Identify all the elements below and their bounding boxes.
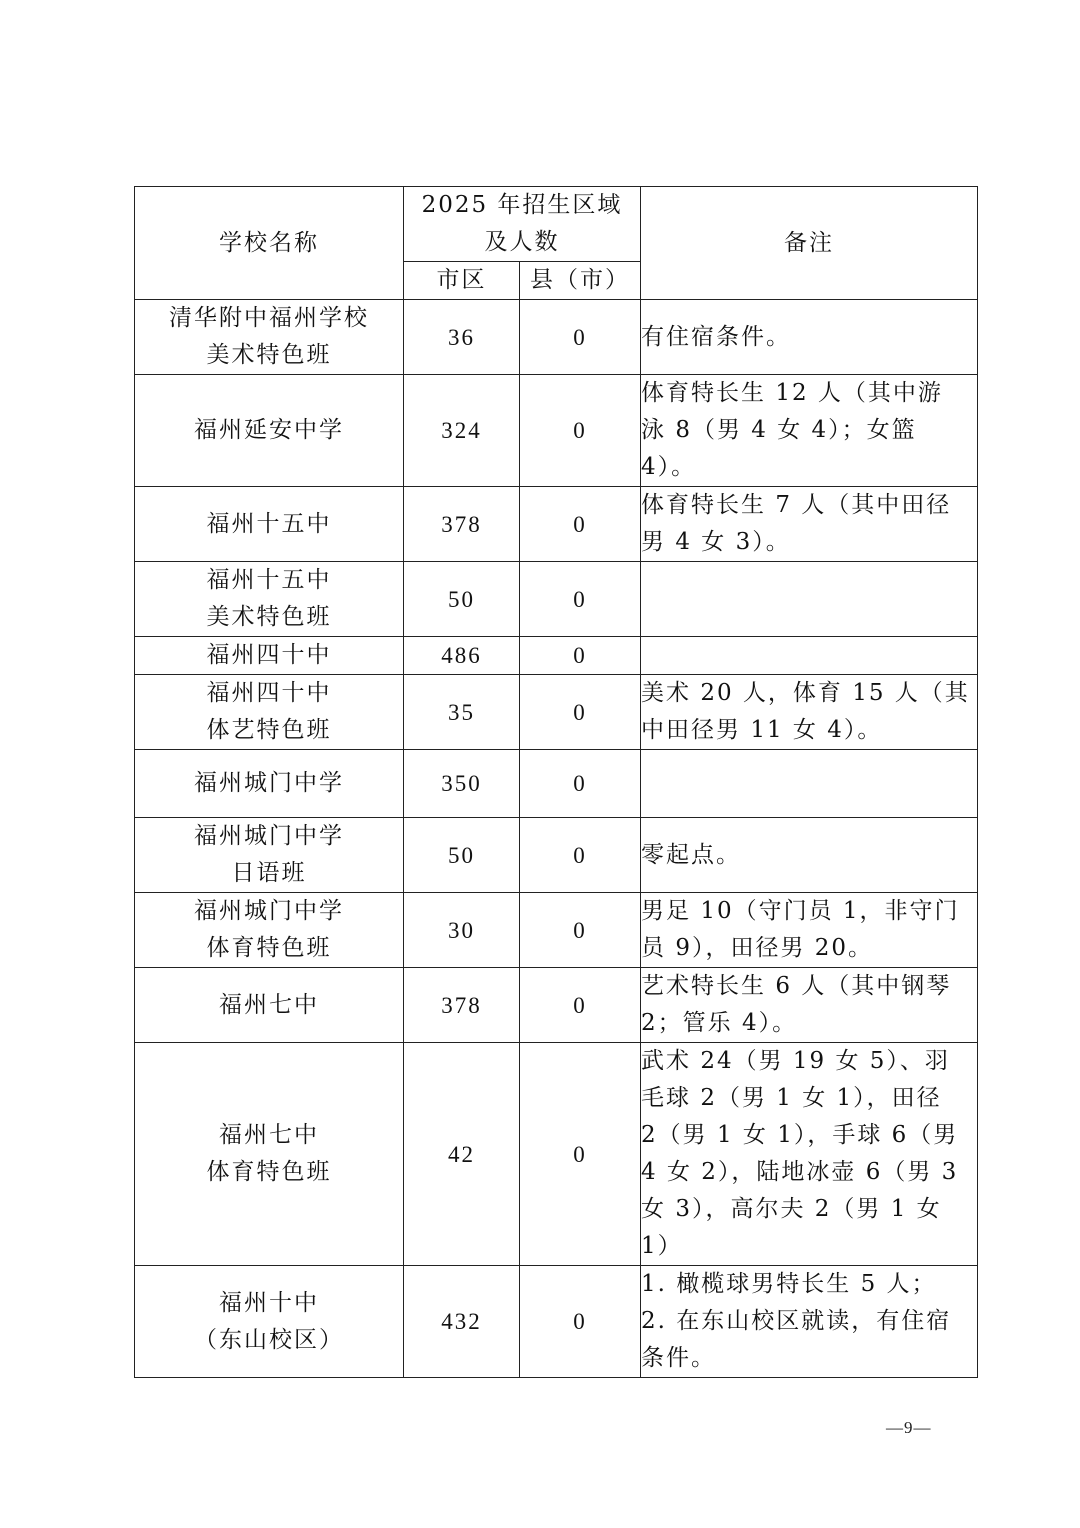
school-name-cell: [135, 818, 404, 893]
header-school-name: 学校名称: [135, 187, 404, 300]
school-name-cell: [135, 300, 404, 375]
table-row: [135, 300, 978, 375]
table-row: [135, 1043, 978, 1266]
urban-count-cell: 486: [404, 637, 520, 675]
school-name-line: 福州十中: [219, 1289, 319, 1316]
school-name-cell: [135, 1266, 404, 1378]
remark-line: 艺术特长生 6 人（其中钢琴: [641, 973, 952, 999]
school-name-line: 体育特色班: [206, 1159, 332, 1185]
school-name-cell: [135, 675, 404, 750]
school-name-cell: [135, 562, 404, 637]
remark-cell: [641, 968, 978, 1043]
table-row: [135, 675, 978, 750]
remark-line: 1. 橄榄球男特长生 5 人；: [641, 1271, 937, 1297]
page-number: —9—: [886, 1418, 932, 1437]
school-name-cell: [135, 893, 404, 968]
remark-line: 中田径男 11 女 4）。: [641, 717, 883, 743]
remark-cell: [641, 487, 978, 562]
remark-line: 男 4 女 3）。: [641, 529, 791, 555]
header-county: 县（市）: [520, 262, 641, 300]
school-name-line: 福州十五中: [206, 567, 332, 593]
urban-count-cell: 350: [404, 750, 520, 818]
school-name-cell: [135, 968, 404, 1043]
table-row: [135, 968, 978, 1043]
county-count-cell: 0: [520, 893, 641, 968]
table-row: [135, 637, 978, 675]
table-row: [135, 375, 978, 487]
school-name-line: 福州四十中: [206, 680, 332, 706]
remark-cell: [641, 375, 978, 487]
school-name-line: 福州四十中: [206, 642, 332, 668]
school-name-line: 清华附中福州学校: [169, 305, 369, 331]
remark-cell: [641, 750, 978, 818]
county-count-cell: 0: [520, 300, 641, 375]
header-remarks: 备注: [641, 187, 978, 300]
urban-count-cell: 378: [404, 968, 520, 1043]
remark-line: 4 女 2），陆地冰壶 6（男 3: [641, 1159, 959, 1185]
table-row: [135, 562, 978, 637]
table-row: [135, 750, 978, 818]
urban-count-cell: 50: [404, 818, 520, 893]
remark-line: 武术 24（男 19 女 5）、羽: [641, 1048, 950, 1074]
county-count-cell: 0: [520, 1266, 641, 1378]
school-name-cell: [135, 487, 404, 562]
county-count-cell: 0: [520, 1043, 641, 1266]
county-count-cell: 0: [520, 818, 641, 893]
county-count-cell: 0: [520, 375, 641, 487]
school-name-line: 福州城门中学: [194, 898, 344, 924]
school-name-line: 福州十五中: [206, 510, 332, 537]
school-name-cell: [135, 375, 404, 487]
school-name-line: 日语班: [231, 860, 307, 886]
header-quota-line2: 及人数: [484, 229, 560, 255]
remark-line: 美术 20 人，体育 15 人（其: [641, 680, 970, 706]
school-name-line: （东山校区）: [194, 1326, 344, 1353]
remark-cell: [641, 1266, 978, 1378]
school-name-line: 体育特色班: [206, 935, 332, 961]
county-count-cell: 0: [520, 562, 641, 637]
school-name-line: 福州延安中学: [194, 417, 344, 443]
remark-cell: [641, 300, 978, 375]
county-count-cell: 0: [520, 750, 641, 818]
county-count-cell: 0: [520, 968, 641, 1043]
header-quota: [404, 187, 641, 262]
remark-cell: [641, 893, 978, 968]
school-name-line: 福州七中: [219, 1122, 319, 1148]
county-count-cell: 0: [520, 637, 641, 675]
county-count-cell: 0: [520, 487, 641, 562]
urban-count-cell: 432: [404, 1266, 520, 1378]
remark-line: 零起点。: [641, 841, 742, 868]
table-row: [135, 893, 978, 968]
header-urban: 市区: [404, 262, 520, 300]
school-name-cell: [135, 637, 404, 675]
remark-line: 2. 在东山校区就读，有住宿: [641, 1308, 952, 1334]
school-name-line: 福州城门中学: [194, 770, 344, 796]
table-row: [135, 487, 978, 562]
remark-cell: [641, 675, 978, 750]
school-name-cell: [135, 1043, 404, 1266]
remark-line: 条件。: [641, 1345, 717, 1371]
county-count-cell: 0: [520, 675, 641, 750]
urban-count-cell: 50: [404, 562, 520, 637]
urban-count-cell: 324: [404, 375, 520, 487]
school-name-line: 福州城门中学: [194, 823, 344, 849]
remark-line: 男足 10（守门员 1，非守门: [641, 898, 960, 924]
remark-cell: [641, 1043, 978, 1266]
remark-line: 1）: [641, 1233, 683, 1259]
school-name-line: 福州七中: [219, 991, 319, 1018]
school-name-line: 体艺特色班: [206, 717, 332, 743]
school-name-line: 美术特色班: [206, 342, 332, 368]
remark-line: 体育特长生 7 人（其中田径: [641, 492, 952, 518]
admission-table: [134, 186, 978, 1378]
table-row: [135, 818, 978, 893]
header-quota-line1: 2025 年招生区域: [421, 192, 623, 218]
remark-line: 2；管乐 4）。: [641, 1010, 798, 1036]
remark-cell: [641, 637, 978, 675]
urban-count-cell: 36: [404, 300, 520, 375]
remark-line: 2（男 1 女 1），手球 6（男: [641, 1122, 959, 1148]
table-row: [135, 1266, 978, 1378]
school-name-line: 美术特色班: [206, 604, 332, 630]
urban-count-cell: 30: [404, 893, 520, 968]
remark-line: 有住宿条件。: [641, 323, 792, 350]
school-name-cell: [135, 750, 404, 818]
urban-count-cell: 378: [404, 487, 520, 562]
urban-count-cell: 35: [404, 675, 520, 750]
remark-line: 女 3），高尔夫 2（男 1 女: [641, 1196, 942, 1222]
remark-cell: [641, 562, 978, 637]
remark-line: 毛球 2（男 1 女 1），田径: [641, 1085, 942, 1111]
remark-line: 泳 8（男 4 女 4）；女篮 4）。: [641, 417, 917, 480]
urban-count-cell: 42: [404, 1043, 520, 1266]
remark-line: 员 9），田径男 20。: [641, 935, 874, 961]
remark-cell: [641, 818, 978, 893]
remark-line: 体育特长生 12 人（其中游: [641, 380, 943, 406]
